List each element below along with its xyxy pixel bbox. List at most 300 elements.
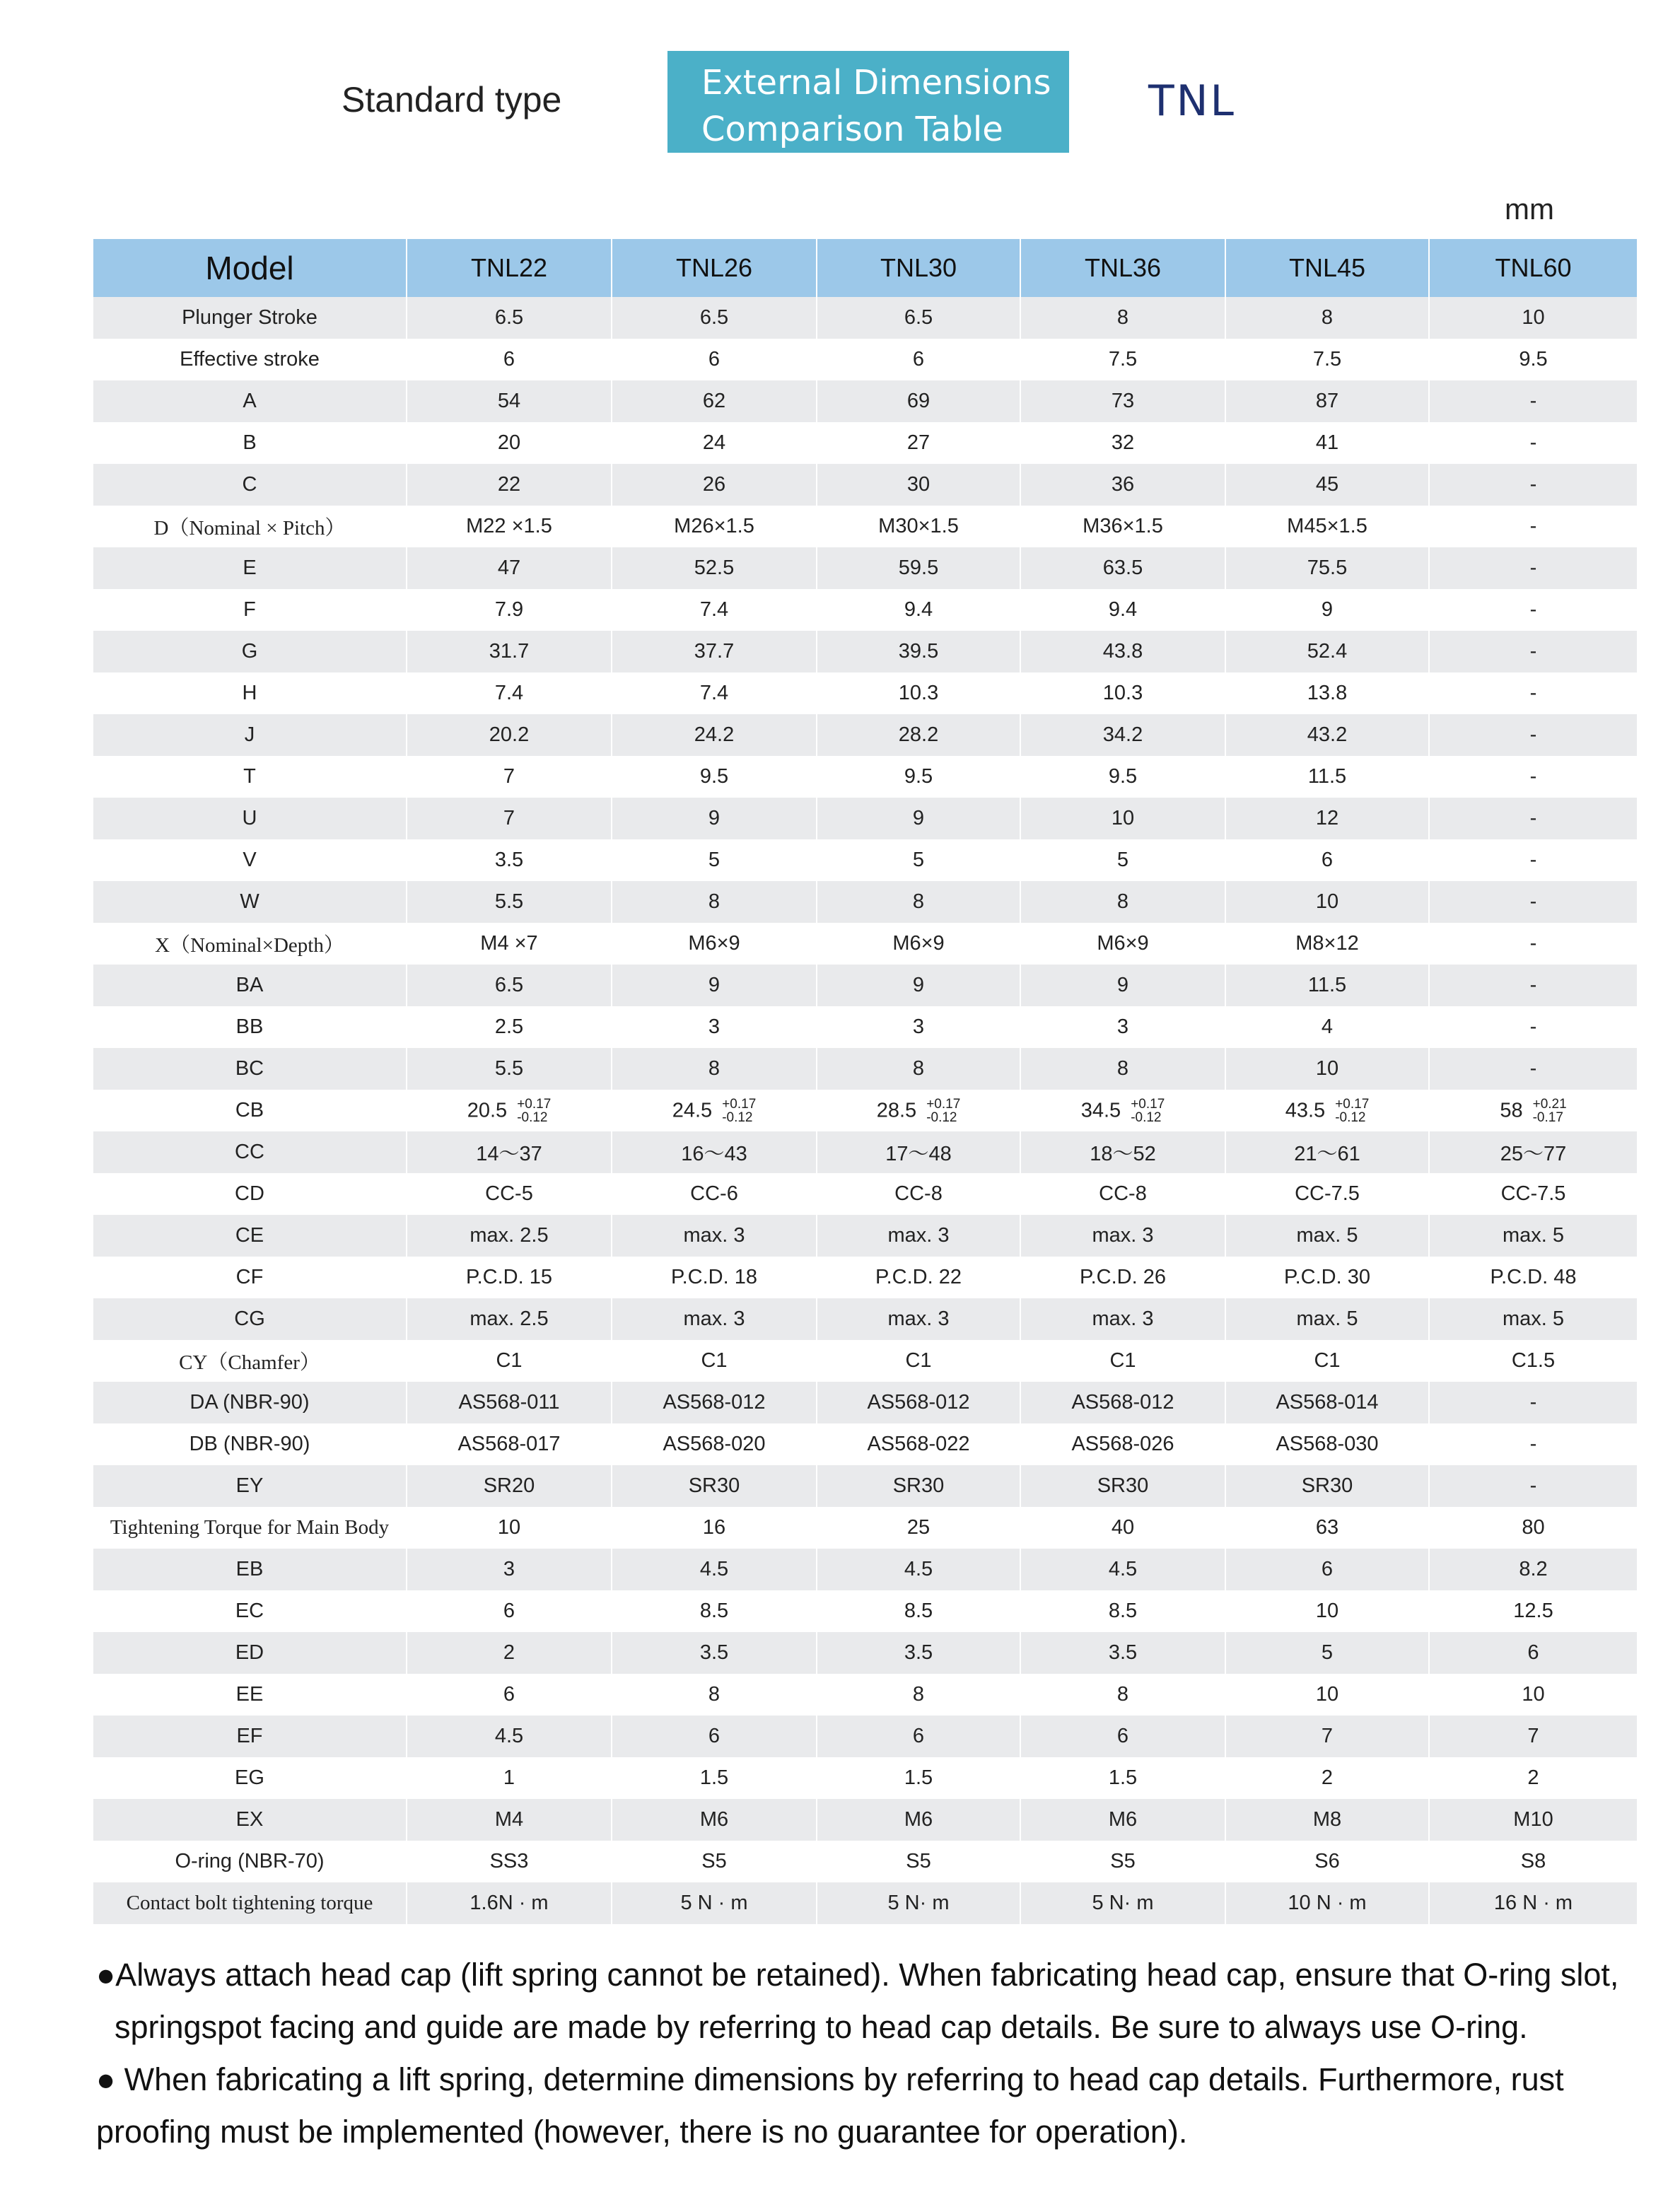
table-cell: SS3 bbox=[407, 1841, 612, 1882]
table-cell: 22 bbox=[407, 464, 612, 506]
table-cell: max. 3 bbox=[612, 1298, 817, 1340]
table-cell: 3.5 bbox=[612, 1632, 817, 1674]
table-cell: 5 bbox=[817, 839, 1020, 881]
table-row bbox=[93, 1674, 1637, 1716]
model-col-header: TNL22 bbox=[407, 239, 612, 297]
table-cell: 6.5 bbox=[817, 297, 1020, 339]
table-cell: 43.2 bbox=[1225, 714, 1429, 756]
table-cell: 10 N · m bbox=[1225, 1882, 1429, 1924]
table-cell: AS568-014 bbox=[1225, 1382, 1429, 1423]
table-cell: 6 bbox=[1020, 1716, 1225, 1757]
table-cell: - bbox=[1429, 422, 1637, 464]
table-cell: 7 bbox=[1429, 1716, 1637, 1757]
table-row bbox=[93, 1423, 1637, 1465]
table-cell: 8.2 bbox=[1429, 1549, 1637, 1590]
table-cell: 5 bbox=[1020, 839, 1225, 881]
row-label: BC bbox=[93, 1048, 407, 1090]
nominal-value: 24.5 bbox=[672, 1099, 713, 1122]
row-label: B bbox=[93, 422, 407, 464]
table-cell: max. 3 bbox=[612, 1215, 817, 1257]
table-cell: 62 bbox=[612, 380, 817, 422]
table-cell: C1 bbox=[1225, 1340, 1429, 1382]
row-label: CE bbox=[93, 1215, 407, 1257]
table-row bbox=[93, 1632, 1637, 1674]
table-cell: M6×9 bbox=[1020, 923, 1225, 965]
table-row bbox=[93, 339, 1637, 380]
row-label: EC bbox=[93, 1590, 407, 1632]
table-cell: - bbox=[1429, 798, 1637, 839]
table-cell: 3 bbox=[1020, 1006, 1225, 1048]
table-row bbox=[93, 1173, 1637, 1215]
table-cell: 41 bbox=[1225, 422, 1429, 464]
table-cell: AS568-022 bbox=[817, 1423, 1020, 1465]
table-cell: - bbox=[1429, 589, 1637, 631]
model-header: Model bbox=[93, 239, 407, 297]
table-cell: 7.5 bbox=[1020, 339, 1225, 380]
table-cell-tolerance bbox=[1020, 1090, 1225, 1131]
table-cell: CC-7.5 bbox=[1225, 1173, 1429, 1215]
table-cell: 16 N · m bbox=[1429, 1882, 1637, 1924]
table-cell: 87 bbox=[1225, 380, 1429, 422]
table-cell: 10 bbox=[1225, 881, 1429, 923]
table-cell: P.C.D. 22 bbox=[817, 1257, 1020, 1298]
table-row bbox=[93, 464, 1637, 506]
table-cell: - bbox=[1429, 631, 1637, 672]
table-cell: 6 bbox=[1225, 839, 1429, 881]
row-label: J bbox=[93, 714, 407, 756]
tolerance bbox=[926, 1097, 960, 1124]
row-label: EB bbox=[93, 1549, 407, 1590]
table-cell: 10 bbox=[1429, 297, 1637, 339]
table-cell: - bbox=[1429, 756, 1637, 798]
table-cell: 9 bbox=[612, 798, 817, 839]
table-cell: - bbox=[1429, 380, 1637, 422]
row-label: EG bbox=[93, 1757, 407, 1799]
table-cell: 10 bbox=[1225, 1590, 1429, 1632]
table-cell: 47 bbox=[407, 547, 612, 589]
table-cell: 8.5 bbox=[612, 1590, 817, 1632]
table-cell: P.C.D. 30 bbox=[1225, 1257, 1429, 1298]
table-cell: 3.5 bbox=[817, 1632, 1020, 1674]
table-row bbox=[93, 506, 1637, 547]
table-cell: 36 bbox=[1020, 464, 1225, 506]
row-label: ED bbox=[93, 1632, 407, 1674]
table-cell: M36×1.5 bbox=[1020, 506, 1225, 547]
table-cell: M8×12 bbox=[1225, 923, 1429, 965]
table-cell: C1 bbox=[1020, 1340, 1225, 1382]
table-cell: 17～48 bbox=[817, 1131, 1020, 1173]
table-row bbox=[93, 1882, 1637, 1924]
table-row bbox=[93, 631, 1637, 672]
table-cell: 10.3 bbox=[817, 672, 1020, 714]
tolerance-upper: +0.17 bbox=[517, 1096, 552, 1112]
table-cell: 5 N· m bbox=[1020, 1882, 1225, 1924]
table-cell: 4.5 bbox=[612, 1549, 817, 1590]
table-row bbox=[93, 1131, 1637, 1173]
table-cell: 43.8 bbox=[1020, 631, 1225, 672]
table-cell: max. 3 bbox=[817, 1215, 1020, 1257]
note-line: springspot facing and guide are made by referring to head cap details. Be sure to always use O-ring. bbox=[115, 2009, 1528, 2045]
table-cell: 9.5 bbox=[817, 756, 1020, 798]
table-row bbox=[93, 881, 1637, 923]
row-label: A bbox=[93, 380, 407, 422]
table-cell: - bbox=[1429, 839, 1637, 881]
table-cell: 40 bbox=[1020, 1507, 1225, 1549]
table-cell: max. 5 bbox=[1429, 1215, 1637, 1257]
table-cell: 13.8 bbox=[1225, 672, 1429, 714]
table-cell: 16～43 bbox=[612, 1131, 817, 1173]
table-cell: 6 bbox=[407, 1590, 612, 1632]
table-cell: M6×9 bbox=[612, 923, 817, 965]
row-label: Effective stroke bbox=[93, 339, 407, 380]
table-cell-tolerance bbox=[1225, 1090, 1429, 1131]
table-cell: 52.4 bbox=[1225, 631, 1429, 672]
table-cell: 2.5 bbox=[407, 1006, 612, 1048]
table-cell: max. 5 bbox=[1225, 1215, 1429, 1257]
table-cell: S5 bbox=[817, 1841, 1020, 1882]
table-cell: 27 bbox=[817, 422, 1020, 464]
table-cell: 5.5 bbox=[407, 1048, 612, 1090]
table-row bbox=[93, 1507, 1637, 1549]
table-cell: 10 bbox=[1020, 798, 1225, 839]
table-cell: M8 bbox=[1225, 1799, 1429, 1841]
table-cell: 24 bbox=[612, 422, 817, 464]
table-row bbox=[93, 672, 1637, 714]
table-cell: 4.5 bbox=[817, 1549, 1020, 1590]
table-cell: 59.5 bbox=[817, 547, 1020, 589]
row-label: Plunger Stroke bbox=[93, 297, 407, 339]
table-row bbox=[93, 1006, 1637, 1048]
table-cell: 2 bbox=[1225, 1757, 1429, 1799]
table-cell: 6 bbox=[1429, 1632, 1637, 1674]
tolerance bbox=[517, 1097, 551, 1124]
table-cell: 8 bbox=[817, 881, 1020, 923]
table-cell: 9.5 bbox=[612, 756, 817, 798]
table-cell: 1.5 bbox=[1020, 1757, 1225, 1799]
table-cell: M22 ×1.5 bbox=[407, 506, 612, 547]
table-cell: - bbox=[1429, 1465, 1637, 1507]
model-col-header: TNL60 bbox=[1429, 239, 1637, 297]
table-cell: - bbox=[1429, 923, 1637, 965]
table-cell: S6 bbox=[1225, 1841, 1429, 1882]
table-row bbox=[93, 1465, 1637, 1507]
table-cell: M4 bbox=[407, 1799, 612, 1841]
table-cell: 3 bbox=[612, 1006, 817, 1048]
table-row bbox=[93, 1298, 1637, 1340]
table-cell: 7.4 bbox=[612, 589, 817, 631]
table-cell: P.C.D. 18 bbox=[612, 1257, 817, 1298]
tolerance-upper: +0.17 bbox=[1335, 1096, 1370, 1112]
table-cell: M6 bbox=[1020, 1799, 1225, 1841]
table-cell-tolerance bbox=[407, 1090, 612, 1131]
tolerance bbox=[1131, 1097, 1165, 1124]
table-cell: M26×1.5 bbox=[612, 506, 817, 547]
table-cell: 52.5 bbox=[612, 547, 817, 589]
table-cell: 8 bbox=[612, 1674, 817, 1716]
table-cell: 8.5 bbox=[1020, 1590, 1225, 1632]
row-label: D（Nominal × Pitch） bbox=[93, 506, 407, 547]
table-cell: max. 5 bbox=[1429, 1298, 1637, 1340]
table-cell: - bbox=[1429, 1423, 1637, 1465]
table-cell: 6 bbox=[407, 339, 612, 380]
table-cell: CC-5 bbox=[407, 1173, 612, 1215]
table-cell: 45 bbox=[1225, 464, 1429, 506]
nominal-value: 43.5 bbox=[1285, 1099, 1326, 1122]
table-cell: 3 bbox=[817, 1006, 1020, 1048]
table-cell: 11.5 bbox=[1225, 756, 1429, 798]
note-line: proofing must be implemented (however, there is no guarantee for operation). bbox=[96, 2114, 1188, 2150]
table-cell: 9.5 bbox=[1429, 339, 1637, 380]
table-cell: 9.4 bbox=[1020, 589, 1225, 631]
table-cell: 6.5 bbox=[612, 297, 817, 339]
table-cell: - bbox=[1429, 547, 1637, 589]
table-body bbox=[93, 297, 1637, 1924]
table-cell: SR30 bbox=[612, 1465, 817, 1507]
table-cell: M4 ×7 bbox=[407, 923, 612, 965]
table-row-cb bbox=[93, 1090, 1637, 1131]
table-row bbox=[93, 923, 1637, 965]
table-cell: 6 bbox=[1225, 1549, 1429, 1590]
table-row bbox=[93, 1757, 1637, 1799]
tolerance-lower: -0.12 bbox=[722, 1109, 753, 1125]
table-cell: 1.5 bbox=[612, 1757, 817, 1799]
dimensions-table bbox=[92, 239, 1637, 1924]
table-cell: 11.5 bbox=[1225, 965, 1429, 1006]
row-label: CC bbox=[93, 1131, 407, 1173]
table-cell: 31.7 bbox=[407, 631, 612, 672]
table-cell: 20.2 bbox=[407, 714, 612, 756]
table-cell: C1.5 bbox=[1429, 1340, 1637, 1382]
nominal-value: 28.5 bbox=[876, 1099, 917, 1122]
tolerance-lower: -0.12 bbox=[517, 1109, 548, 1125]
table-cell: SR30 bbox=[817, 1465, 1020, 1507]
table-cell: 8.5 bbox=[817, 1590, 1020, 1632]
table-cell: 24.2 bbox=[612, 714, 817, 756]
row-label: F bbox=[93, 589, 407, 631]
table-cell: 14～37 bbox=[407, 1131, 612, 1173]
table-cell: 39.5 bbox=[817, 631, 1020, 672]
table-row bbox=[93, 1799, 1637, 1841]
table-cell: 2 bbox=[407, 1632, 612, 1674]
table-cell: 9.4 bbox=[817, 589, 1020, 631]
table-row bbox=[93, 589, 1637, 631]
table-cell: 6.5 bbox=[407, 297, 612, 339]
table-cell: 9 bbox=[817, 965, 1020, 1006]
table-cell: - bbox=[1429, 1382, 1637, 1423]
table-cell: AS568-012 bbox=[1020, 1382, 1225, 1423]
table-row bbox=[93, 1590, 1637, 1632]
table-cell: 21～61 bbox=[1225, 1131, 1429, 1173]
table-cell: 3.5 bbox=[1020, 1632, 1225, 1674]
tolerance-upper: +0.17 bbox=[722, 1096, 757, 1112]
table-cell: M6 bbox=[612, 1799, 817, 1841]
nominal-value: 34.5 bbox=[1080, 1099, 1121, 1122]
row-label: CB bbox=[93, 1090, 407, 1131]
table-cell: 8 bbox=[1020, 1048, 1225, 1090]
table-cell: 37.7 bbox=[612, 631, 817, 672]
table-row bbox=[93, 297, 1637, 339]
title-line-1: External Dimensions bbox=[701, 63, 1051, 103]
row-label: CF bbox=[93, 1257, 407, 1298]
table-cell: 3.5 bbox=[407, 839, 612, 881]
table-cell: 8 bbox=[817, 1674, 1020, 1716]
table-row bbox=[93, 1841, 1637, 1882]
table-cell: 20 bbox=[407, 422, 612, 464]
table-cell: AS568-017 bbox=[407, 1423, 612, 1465]
table-cell: 6.5 bbox=[407, 965, 612, 1006]
table-cell: SR30 bbox=[1225, 1465, 1429, 1507]
table-cell: 16 bbox=[612, 1507, 817, 1549]
row-label: BB bbox=[93, 1006, 407, 1048]
note-line: ●Always attach head cap (lift spring cannot be retained). When fabricating head cap, ensure that O-ring slot, bbox=[96, 1957, 1619, 1993]
title-line-2: Comparison Table bbox=[701, 110, 1003, 149]
row-label: CG bbox=[93, 1298, 407, 1340]
table-cell: - bbox=[1429, 506, 1637, 547]
table-cell: P.C.D. 26 bbox=[1020, 1257, 1225, 1298]
table-cell: 32 bbox=[1020, 422, 1225, 464]
row-label: EF bbox=[93, 1716, 407, 1757]
table-cell: 28.2 bbox=[817, 714, 1020, 756]
table-cell: M6 bbox=[817, 1799, 1020, 1841]
table-cell: 7.5 bbox=[1225, 339, 1429, 380]
table-cell: 26 bbox=[612, 464, 817, 506]
row-label: EE bbox=[93, 1674, 407, 1716]
table-cell: 9 bbox=[1225, 589, 1429, 631]
row-label: O-ring (NBR-70) bbox=[93, 1841, 407, 1882]
table-cell: 6 bbox=[817, 339, 1020, 380]
table-cell: C1 bbox=[407, 1340, 612, 1382]
table-cell: 73 bbox=[1020, 380, 1225, 422]
row-label: E bbox=[93, 547, 407, 589]
table-cell: 9 bbox=[817, 798, 1020, 839]
table-row bbox=[93, 1549, 1637, 1590]
table-row bbox=[93, 1340, 1637, 1382]
model-col-header: TNL30 bbox=[817, 239, 1020, 297]
table-cell: S8 bbox=[1429, 1841, 1637, 1882]
tolerance bbox=[1533, 1097, 1567, 1124]
table-cell: 10 bbox=[1429, 1674, 1637, 1716]
table-cell: 8 bbox=[1020, 1674, 1225, 1716]
table-cell: M30×1.5 bbox=[817, 506, 1020, 547]
table-row bbox=[93, 380, 1637, 422]
table-row bbox=[93, 422, 1637, 464]
table-cell: AS568-026 bbox=[1020, 1423, 1225, 1465]
nominal-value: 20.5 bbox=[467, 1099, 508, 1122]
table-row bbox=[93, 1048, 1637, 1090]
table-cell: 10 bbox=[1225, 1048, 1429, 1090]
table-row bbox=[93, 547, 1637, 589]
table-cell: AS568-020 bbox=[612, 1423, 817, 1465]
tolerance-upper: +0.21 bbox=[1532, 1096, 1567, 1112]
table-cell: max. 3 bbox=[817, 1298, 1020, 1340]
row-label: V bbox=[93, 839, 407, 881]
row-label: W bbox=[93, 881, 407, 923]
table-cell: 5 N· m bbox=[817, 1882, 1020, 1924]
row-label: H bbox=[93, 672, 407, 714]
table-row bbox=[93, 1215, 1637, 1257]
table-cell: AS568-011 bbox=[407, 1382, 612, 1423]
table-cell: M10 bbox=[1429, 1799, 1637, 1841]
table-cell: 1.5 bbox=[817, 1757, 1020, 1799]
table-cell: SR30 bbox=[1020, 1465, 1225, 1507]
table-cell: 12.5 bbox=[1429, 1590, 1637, 1632]
tolerance-upper: +0.17 bbox=[1131, 1096, 1165, 1112]
row-label: CY（Chamfer） bbox=[93, 1340, 407, 1382]
table-cell: 7 bbox=[407, 798, 612, 839]
row-label: EY bbox=[93, 1465, 407, 1507]
table-cell: 6 bbox=[612, 1716, 817, 1757]
tolerance-upper: +0.17 bbox=[926, 1096, 961, 1112]
table-cell: 5 bbox=[612, 839, 817, 881]
tolerance bbox=[1335, 1097, 1369, 1124]
table-cell: 54 bbox=[407, 380, 612, 422]
table-row bbox=[93, 1382, 1637, 1423]
table-cell: 10 bbox=[407, 1507, 612, 1549]
table-cell: 63 bbox=[1225, 1507, 1429, 1549]
table-cell: 1.6N · m bbox=[407, 1882, 612, 1924]
table-cell: CC-6 bbox=[612, 1173, 817, 1215]
table-row bbox=[93, 1257, 1637, 1298]
table-cell: - bbox=[1429, 881, 1637, 923]
unit-label: mm bbox=[1505, 192, 1554, 226]
row-label: Tightening Torque for Main Body bbox=[93, 1507, 407, 1549]
table-cell: S5 bbox=[612, 1841, 817, 1882]
table-cell: 8 bbox=[817, 1048, 1020, 1090]
row-label: C bbox=[93, 464, 407, 506]
tolerance bbox=[722, 1097, 756, 1124]
table-cell: 8 bbox=[612, 881, 817, 923]
table-cell-tolerance bbox=[1429, 1090, 1637, 1131]
table-cell: 4.5 bbox=[1020, 1549, 1225, 1590]
table-cell: 2 bbox=[1429, 1757, 1637, 1799]
tolerance-lower: -0.17 bbox=[1532, 1109, 1563, 1125]
table-cell: C1 bbox=[817, 1340, 1020, 1382]
table-cell: CC-8 bbox=[817, 1173, 1020, 1215]
table-cell: 7.4 bbox=[612, 672, 817, 714]
table-cell: 34.2 bbox=[1020, 714, 1225, 756]
table-cell: 9 bbox=[612, 965, 817, 1006]
table-cell: - bbox=[1429, 965, 1637, 1006]
table-cell: 5 bbox=[1225, 1632, 1429, 1674]
table-cell: max. 5 bbox=[1225, 1298, 1429, 1340]
table-cell: C1 bbox=[612, 1340, 817, 1382]
row-label: EX bbox=[93, 1799, 407, 1841]
row-label: U bbox=[93, 798, 407, 839]
table-cell: 8 bbox=[1225, 297, 1429, 339]
table-cell: max. 2.5 bbox=[407, 1298, 612, 1340]
table-cell: - bbox=[1429, 714, 1637, 756]
table-cell: max. 2.5 bbox=[407, 1215, 612, 1257]
table-cell: 1 bbox=[407, 1757, 612, 1799]
table-cell-tolerance bbox=[817, 1090, 1020, 1131]
table-cell: CC-7.5 bbox=[1429, 1173, 1637, 1215]
table-cell: 8 bbox=[1020, 297, 1225, 339]
table-cell: 7 bbox=[407, 756, 612, 798]
table-cell: 69 bbox=[817, 380, 1020, 422]
table-cell: 6 bbox=[817, 1716, 1020, 1757]
table-cell: 9.5 bbox=[1020, 756, 1225, 798]
table-cell: 10.3 bbox=[1020, 672, 1225, 714]
table-cell: 25～77 bbox=[1429, 1131, 1637, 1173]
table-cell: M6×9 bbox=[817, 923, 1020, 965]
title-box bbox=[667, 51, 1069, 153]
series-name: TNL bbox=[1148, 76, 1236, 126]
tolerance-lower: -0.12 bbox=[1131, 1109, 1162, 1125]
table-cell: 25 bbox=[817, 1507, 1020, 1549]
model-col-header: TNL26 bbox=[612, 239, 817, 297]
table-cell: 12 bbox=[1225, 798, 1429, 839]
table-cell: P.C.D. 15 bbox=[407, 1257, 612, 1298]
